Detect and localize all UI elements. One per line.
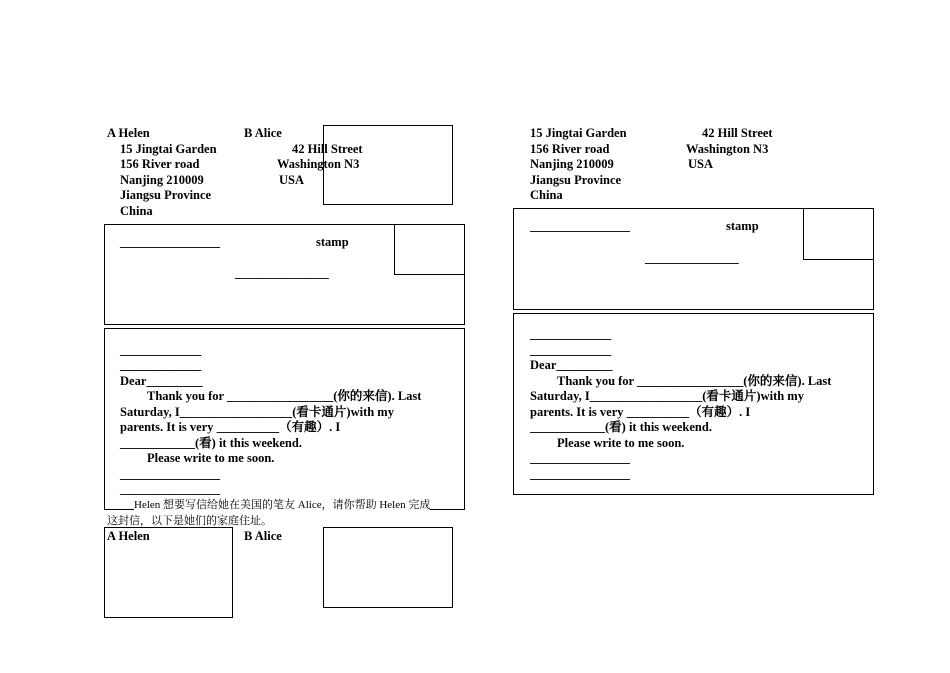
left-letter-blank: _____________ bbox=[120, 358, 202, 372]
left-letter-body-line: Saturday, I__________________(看卡通片)with my bbox=[120, 405, 394, 419]
right-letter-body-line: parents. It is very __________（有趣）. I bbox=[530, 405, 751, 419]
left-letter-body-line: parents. It is very __________（有趣）. I bbox=[120, 420, 341, 434]
right-envelope-line: ________________ bbox=[530, 219, 630, 233]
left-helen-address-line: China bbox=[120, 204, 153, 218]
right-helen-address-line: Jiangsu Province bbox=[530, 173, 622, 187]
left-alice-address-line: USA bbox=[279, 173, 305, 187]
instruction-line: Helen 想要写信给她在美国的笔友 Alice，请你帮助 Helen 完成 bbox=[134, 499, 431, 511]
right-alice-address-line: Washington N3 bbox=[686, 142, 769, 156]
right-letter-blank: _____________ bbox=[530, 327, 612, 341]
right-letter-signature: ________________ bbox=[530, 467, 630, 481]
left-letter-body-line: Please write to me soon. bbox=[147, 451, 275, 465]
right-helen-address-line: 15 Jingtai Garden bbox=[530, 126, 627, 140]
right-letter-body-line: Please write to me soon. bbox=[557, 436, 685, 450]
right-stamp-label: stamp bbox=[726, 219, 759, 233]
left-helen-address-line: Nanjing 210009 bbox=[120, 173, 204, 187]
left-helen-address-line: Jiangsu Province bbox=[120, 188, 212, 202]
left-top-a-label: A Helen bbox=[107, 126, 150, 140]
left-stamp-label: stamp bbox=[316, 235, 349, 249]
left-bottom-a-label: A Helen bbox=[107, 529, 150, 543]
left-envelope-line: _______________ bbox=[235, 266, 329, 280]
left-letter-signature: ________________ bbox=[120, 482, 220, 496]
left-bottom-b-label: B Alice bbox=[244, 529, 282, 543]
left-helen-address-line: 15 Jingtai Garden bbox=[120, 142, 217, 156]
instruction-line: 这封信，以下是她们的家庭住址。 bbox=[107, 515, 272, 527]
right-helen-address-line: Nanjing 210009 bbox=[530, 157, 614, 171]
left-bottom-blank-box bbox=[323, 527, 453, 608]
left-alice-address-line: 42 Hill Street bbox=[292, 142, 363, 156]
right-letter-body-line: ____________(看) it this weekend. bbox=[530, 420, 712, 434]
right-helen-address-line: China bbox=[530, 188, 563, 202]
left-stamp-box bbox=[394, 224, 465, 275]
right-letter-signature: ________________ bbox=[530, 451, 630, 465]
left-letter-signature: ________________ bbox=[120, 467, 220, 481]
left-alice-address-line: Washington N3 bbox=[277, 157, 360, 171]
left-letter-dear: Dear_________ bbox=[120, 374, 203, 388]
left-letter-body-line: Thank you for _________________(你的来信). Last bbox=[147, 389, 422, 403]
right-stamp-box bbox=[803, 208, 874, 260]
right-letter-dear: Dear_________ bbox=[530, 358, 613, 372]
left-top-b-label: B Alice bbox=[244, 126, 282, 140]
right-letter-body-line: Saturday, I__________________(看卡通片)with my bbox=[530, 389, 804, 403]
left-envelope-line: ________________ bbox=[120, 235, 220, 249]
left-letter-body-line: ____________(看) it this weekend. bbox=[120, 436, 302, 450]
right-envelope-line: _______________ bbox=[645, 251, 739, 265]
left-letter-blank: _____________ bbox=[120, 343, 202, 357]
right-letter-blank: _____________ bbox=[530, 343, 612, 357]
right-alice-address-line: USA bbox=[688, 157, 714, 171]
right-letter-body-line: Thank you for _________________(你的来信). Last bbox=[557, 374, 832, 388]
left-helen-address-line: 156 River road bbox=[120, 157, 200, 171]
right-helen-address-line: 156 River road bbox=[530, 142, 610, 156]
right-alice-address-line: 42 Hill Street bbox=[702, 126, 773, 140]
